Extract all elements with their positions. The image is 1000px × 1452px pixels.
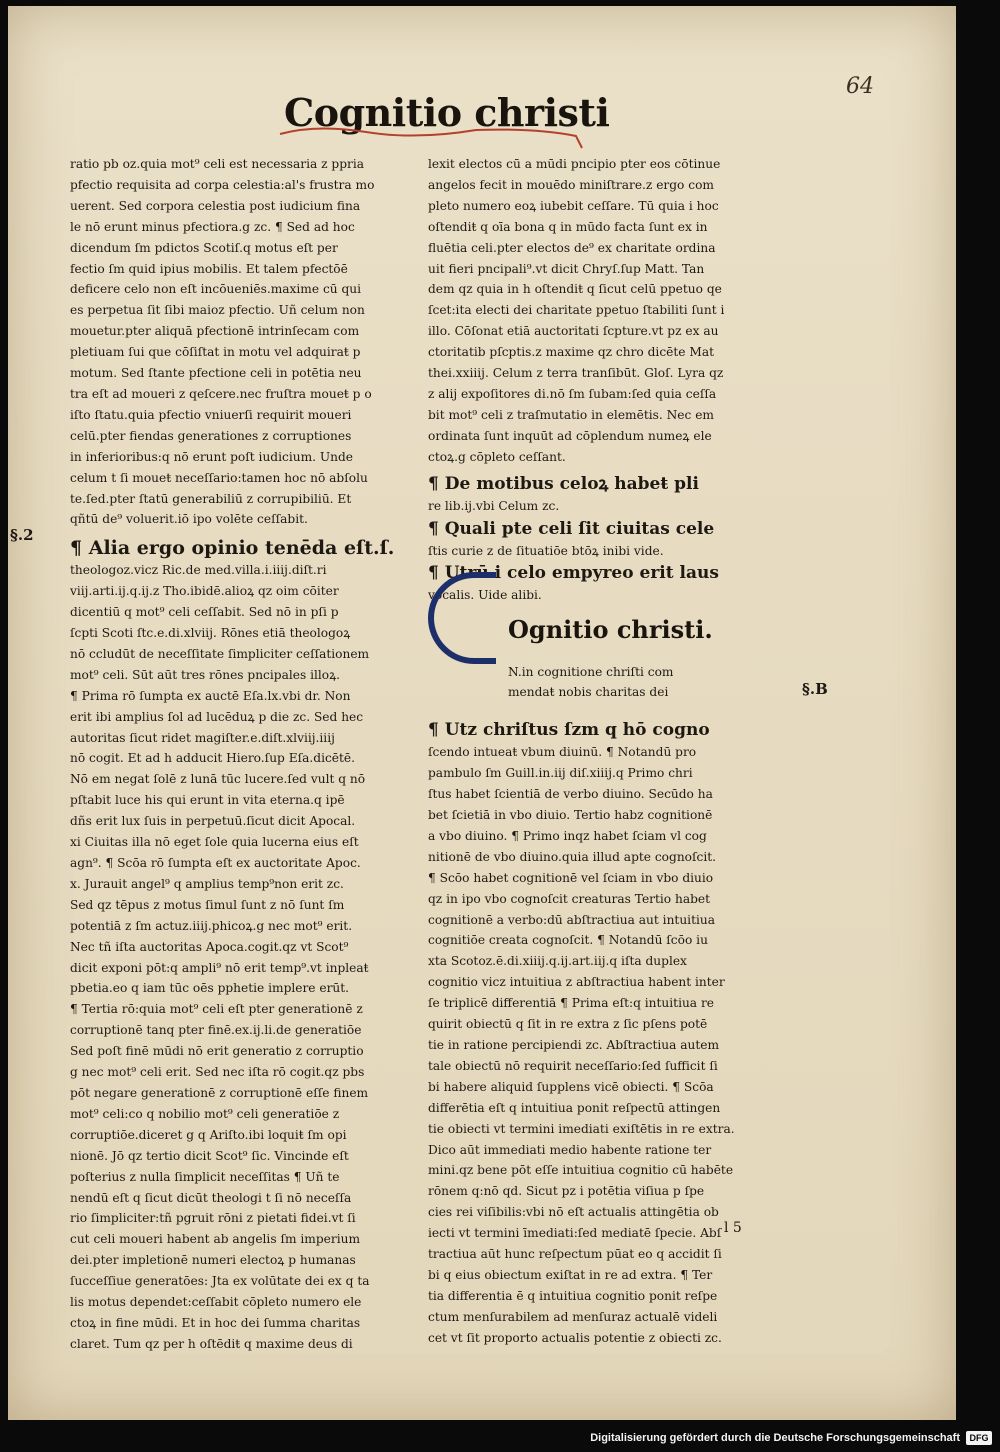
text-line: corruptiōe.diceret g q Ariſto.ibi loquiŧ ſm opi bbox=[70, 1127, 347, 1142]
text-line: Nec tñ iſta auctoritas Apoca.cogit.qz vt Scot⁹ bbox=[70, 939, 349, 954]
text-line: mini.qz bene pōt eſſe intuitiua cognitio cū habēte bbox=[428, 1163, 734, 1178]
text-line: Nō em negat ſolē z lunā tūc lucere.ſed vult q nō bbox=[70, 772, 366, 787]
text-line: bet ſcietiā in vbo diuio. Tertio habz cognitionē bbox=[428, 808, 713, 823]
text-line: dicit exponi pōt:q ampli⁹ nō erit temp⁹.vt inpleaŧ bbox=[70, 960, 369, 975]
right-heading-4: ¶ Utz chriſtus ſzm q hō cogno bbox=[428, 720, 710, 741]
text-line: motum. Sed ſtante pfectione celi in potētia neu bbox=[70, 366, 362, 381]
red-underline-flourish bbox=[276, 118, 596, 158]
text-line: tia differentia ē q intuitiua cognitio ponit reſpe bbox=[428, 1288, 718, 1303]
text-line: pletiuam ſui que cōſiſtat in motu vel adquiraŧ p bbox=[70, 345, 361, 360]
text-line: ctoꝝ in fine mūdi. Et in hoc dei ſumma charitas bbox=[70, 1315, 361, 1330]
book-page bbox=[8, 6, 956, 1420]
margin-note-left: §.2 bbox=[10, 526, 34, 544]
text-line: fectio ſm quid ipius mobilis. Et talem pfectōē bbox=[70, 261, 348, 276]
text-line: viij.arti.ij.q.ij.z Tho.ibidē.alioꝝ qz oim cōiter bbox=[70, 584, 339, 599]
text-line: tractiua aūt hunc reſpectum pūat eo q accidit ſi bbox=[428, 1247, 722, 1262]
text-line: thei.xxiiij. Celum z terra tranſibūt. Gloſ. Lyra qz bbox=[428, 366, 724, 381]
text-line: xta Scotoz.ē.di.xiiij.q.ij.art.iij.q iſta duplex bbox=[428, 954, 687, 969]
text-line: poſterius z nulla ſimplicit neceſſitas ¶ Uñ te bbox=[70, 1169, 340, 1184]
text-line: cognitio vicz intuitiua z abſtractiua habent inter bbox=[428, 975, 725, 990]
text-line: bi q eius obiectum exiſtat in re ad extra. ¶ Ter bbox=[428, 1267, 713, 1282]
left-column-paragraph-2 bbox=[70, 560, 415, 1354]
text-line: cet vt ſit proporto actualis potentie z obiecti zc. bbox=[428, 1330, 722, 1345]
text-line: nionē. Jō qz tertio dicit Scot⁹ ſic. Vincinde eſt bbox=[70, 1148, 349, 1163]
text-line: ¶ Scōo habet cognitionē vel ſciam in vbo diuio bbox=[428, 870, 714, 885]
text-line: pōt negare generationē z corruptionē eſſe finem bbox=[70, 1085, 369, 1100]
text-line: pſtabit luce his qui erunt in vita eterna.q ipē bbox=[70, 793, 345, 808]
text-line: erit ibi amplius ſol ad lucēduꝝ p die zc. Sed hec bbox=[70, 709, 364, 724]
text-line: es perpetua ſit ſibi maioz pfectio. Uñ celum non bbox=[70, 303, 365, 318]
right-heading-1: ¶ De motibus celoꝝ habeŧ pli bbox=[428, 473, 699, 494]
footer-credit: Digitalisierung gefördert durch die Deutsche Forschungsgemeinschaft bbox=[590, 1432, 960, 1444]
text-line: deficere celo non eſt incōueniēs.maxime cū qui bbox=[70, 282, 362, 297]
text-line: tale obiectū nō requirit neceſſario:ſed ſufficit ſi bbox=[428, 1058, 718, 1073]
text-line: ſcet:ita electi dei charitate ppetuo ſtabiliti ſunt i bbox=[428, 303, 725, 318]
text-line: lis motus dependet:ceſſabit cōpleto numero ele bbox=[70, 1295, 362, 1310]
text-line: tra eſt ad moueri z qeſcere.nec fruſtra moueŧ p o bbox=[70, 386, 372, 401]
section-sub-2: mendaŧ nobis charitas dei bbox=[508, 685, 669, 700]
text-line: nō ccludūt de neceſſitate ſimpliciter ceſſationem bbox=[70, 646, 370, 661]
text-line: nendū eſt q ſicut dicūt theologi t ſi nō neceſſa bbox=[70, 1190, 352, 1205]
text-line: pbetia.eo q iam tūc oēs pphetie implere erūt. bbox=[70, 981, 350, 996]
folio-number: 64 bbox=[846, 74, 874, 99]
text-line: pleto numero eoꝝ iubebit ceſſare. Tū quia i hoc bbox=[428, 198, 719, 213]
text-line: x. Jurauit angel⁹ q amplius temp⁹non erit zc. bbox=[70, 876, 344, 891]
right-heading-3-sub: vocalis. Uide alibi. bbox=[428, 588, 542, 603]
text-line: in inferioribus:q nō erunt poſt iudicium. Unde bbox=[70, 449, 354, 464]
text-line: oſtendiŧ q oīa bona q in mūdo facta ſunt ex in bbox=[428, 219, 708, 234]
text-line: a vbo diuino. ¶ Primo inqz habet ſciam vl cog bbox=[428, 828, 707, 843]
text-line: le nō erunt minus pfectiora.g zc. ¶ Sed ad hoc bbox=[70, 219, 355, 234]
text-line: Sed qz tēpus z motus ſimul ſunt z nō ſunt ſm bbox=[70, 897, 345, 912]
right-column-paragraph-2 bbox=[428, 742, 773, 1348]
text-line: cognitiōe creata cognoſcit. ¶ Notandū ſcōo iu bbox=[428, 933, 708, 948]
left-heading: ¶ Alia ergo opinio tenēda eſt.ſ. bbox=[70, 537, 395, 560]
text-line: ſucceſſiue generatōes: Jta ex volūtate dei ex q ta bbox=[70, 1274, 370, 1289]
text-line: ratio pb oz.quia mot⁹ celi est necessaria z ppria bbox=[70, 157, 365, 171]
text-line: ctoꝝ.g cōpleto ceſſant. bbox=[428, 449, 566, 464]
text-line: iecti vt termini īmediati:ſed mediatē ſpecie. Abſ bbox=[428, 1226, 722, 1241]
text-line: celum t ſi moueŧ neceſſario:tamen hoc nō abſolu bbox=[70, 470, 368, 485]
text-line: ¶ Prima rō ſumpta ex auctē Eſa.lx.vbi dr. Non bbox=[70, 688, 351, 703]
text-line: Sed poſt finē mūdi nō erit generatio z corruptio bbox=[70, 1044, 364, 1059]
text-line: bit mot⁹ celi z traſmutatio in elemētis. Nec em bbox=[428, 407, 714, 422]
section-title: Ognitio christi. bbox=[508, 615, 713, 645]
right-heading-2-sub: ſtis curie z de ſituatiōe btōꝝ inibi vide. bbox=[428, 543, 664, 558]
text-line: rio ſimpliciter:tñ pgruit rōni z pietati fidei.vt ſi bbox=[70, 1211, 356, 1226]
text-line: claret. Tum qz per h oſtēdiŧ q maxime deus di bbox=[70, 1336, 353, 1351]
text-line: ſtus habet ſcientiā de verbo diuino. Secūdo ha bbox=[428, 787, 713, 802]
text-line: ordinata ſunt inquūt ad cōplendum numeꝝ ele bbox=[428, 428, 712, 443]
text-line: qñtū de⁹ voluerit.iō ipo volēte ceſſabit. bbox=[70, 512, 308, 527]
running-head: Cognitio christi bbox=[284, 90, 610, 135]
text-line: rōnem q:nō qd. Sicut pz i potētia viſiua p ſpe bbox=[428, 1184, 705, 1199]
left-column bbox=[70, 154, 415, 1355]
text-line: z alij expoſitores di.nō ſm ſubam:ſed quia ceſſa bbox=[428, 386, 717, 401]
right-heading-2: ¶ Quali pte celi ſit ciuitas cele bbox=[428, 518, 715, 539]
text-line: potentiā z ſm actuz.iiij.phicoꝝ.g nec mot⁹ erit. bbox=[70, 918, 353, 933]
text-line: corruptionē tanq pter finē.ex.ij.li.de generatiōe bbox=[70, 1023, 362, 1038]
text-line: quirit obiectū q ſit in re extra z ſic pſens potē bbox=[428, 1017, 708, 1032]
dfg-logo: DFG bbox=[966, 1431, 992, 1445]
right-heading-3: ¶ Utrū i celo empyreo erit laus bbox=[428, 563, 719, 584]
text-line: ¶ Tertia rō:quia mot⁹ celi eſt pter generationē z bbox=[70, 1002, 363, 1017]
text-line: lexit electos cū a mūdi pncipio pter eos cōtinue bbox=[428, 157, 721, 171]
text-line: pambulo ſm Guill.in.iij diſ.xiiij.q Primo chri bbox=[428, 766, 693, 781]
text-line: ctum menſurabilem ad menſuraz actualē videli bbox=[428, 1309, 718, 1324]
text-line: uerent. Sed corpora celestia post iudicium fina bbox=[70, 198, 361, 213]
text-line: ſcpti Scoti ſtc.e.di.xlviij. Rōnes etiā theologoꝝ bbox=[70, 626, 351, 641]
text-line: bi habere aliquid ſupplens vicē obiecti. ¶ Scōa bbox=[428, 1079, 714, 1094]
signature-mark: l 5 bbox=[724, 1220, 742, 1236]
text-line: mouetur.pter aliquā pfectionē intrinſecam com bbox=[70, 324, 360, 339]
right-heading-1-sub: re lib.ij.vbi Celum zc. bbox=[428, 498, 560, 513]
text-line: dem qz quia in h oſtendiŧ q ſicut celū ppetuo qe bbox=[428, 282, 722, 297]
text-line: Dico aūt immediati medio habente ratione ter bbox=[428, 1142, 712, 1157]
text-line: iſto ſtatu.quia pfectio vniuerſi requirit moueri bbox=[70, 407, 352, 422]
text-line: tie in ratione percipiendi zc. Abſtractiua autem bbox=[428, 1038, 720, 1052]
text-line: angelos fecit in mouēdo miniſtrare.z ergo com bbox=[428, 177, 714, 192]
text-line: nō cogit. Et ad h adducit Hiero.ſup Eſa.dicētē. bbox=[70, 751, 355, 766]
text-line: g nec mot⁹ celi erit. Sed nec iſta rō cogit.qz pbs bbox=[70, 1065, 365, 1080]
text-line: theologoz.vicz Ric.de med.villa.i.iiij.diſt.ri bbox=[70, 563, 327, 578]
section-sub-1: N.in cognitione chriſti com bbox=[508, 665, 674, 680]
right-column bbox=[428, 154, 773, 1349]
text-line: dei.pter impletionē numeri electoꝝ p humanas bbox=[70, 1253, 356, 1268]
text-line: cognitionē a verbo:dū abſtractiua aut intuitiua bbox=[428, 912, 715, 927]
text-line: te.ſed.pter ſtatū generabiliū z corrupibiliū. Et bbox=[70, 491, 352, 506]
text-line: ſe triplicē differentiā ¶ Prima eſt:q intuitiua re bbox=[428, 996, 714, 1011]
text-line: cies rei viſibilis:vbi nō eſt actualis attingētia ob bbox=[428, 1205, 719, 1220]
text-line: xi Ciuitas illa nō eget ſole quia lucerna eius eſt bbox=[70, 835, 359, 850]
margin-note-right: §.B bbox=[802, 680, 828, 698]
text-line: mot⁹ celi. Sūt aūt tres rōnes pncipales illoꝝ. bbox=[70, 667, 341, 682]
text-line: cut celi moueri habent ab angelis ſm imperium bbox=[70, 1232, 360, 1247]
text-line: nitionē de vbo diuino.quia illud apte cognoſcit. bbox=[428, 849, 717, 864]
text-line: ſcendo intueaŧ vbum diuinū. ¶ Notandū pro bbox=[428, 745, 697, 760]
text-line: agn⁹. ¶ Scōa rō ſumpta eſt ex auctoritate Apoc. bbox=[70, 856, 361, 870]
text-line: ctoritatib pſcptis.z maxime qz chro dicēte Mat bbox=[428, 345, 714, 360]
text-line: mot⁹ celi:co q nobilio mot⁹ celi generatiōe z bbox=[70, 1106, 340, 1121]
text-line: qz in ipo vbo cognoſcit creaturas Tertio habet bbox=[428, 891, 711, 906]
text-line: uit fieri pncipali⁹.vt dicit Chryſ.ſup Matt. Tan bbox=[428, 261, 705, 276]
text-line: tie obiecti vt termini imediati exiſtētis in re extra. bbox=[428, 1121, 735, 1136]
text-line: fluētia celi.pter electos de⁹ ex charitate ordina bbox=[428, 240, 716, 255]
text-line: illo. Cōſonat etiā auctoritati ſcpture.vt pz ex au bbox=[428, 324, 719, 339]
text-line: dicentiū q mot⁹ celi ceſſabit. Sed nō in pſi p bbox=[70, 605, 339, 620]
text-line: pfectio requisita ad corpa celestia:al's frustra mo bbox=[70, 177, 375, 192]
left-column-paragraph-1 bbox=[70, 154, 415, 530]
right-column-paragraph-1 bbox=[428, 154, 773, 468]
text-line: dñs erit lux ſuis in perpetuū.ſicut dicit Apocal. bbox=[70, 814, 356, 829]
text-line: dicendum ſm pdictos Scotiſ.q motus eſt per bbox=[70, 240, 338, 255]
footer-bar bbox=[0, 1420, 1000, 1452]
text-line: autoritas ſicut ridet magiſter.e.diſt.xlviij.iiij bbox=[70, 730, 335, 745]
text-line: celū.pter fiendas generationes z corruptiones bbox=[70, 428, 352, 443]
text-line: differētia eſt q intuitiua ponit reſpectū attingen bbox=[428, 1100, 721, 1115]
